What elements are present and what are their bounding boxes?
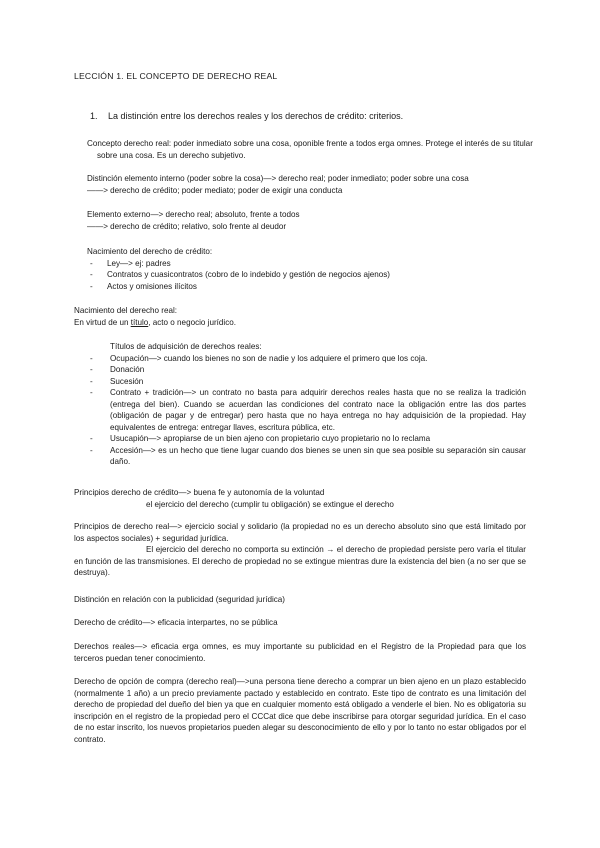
credito-eficacia: Derecho de crédito—> eficacia interpartes, no se pública	[74, 618, 278, 627]
principios-credito-line-1: Principios derecho de crédito—> buena fe y autonomía de la voluntad	[74, 488, 325, 497]
list-item: - Ocupación—> cuando los bienes no son de nadie y los adquiere el primero que los coja.	[74, 353, 526, 365]
section-number: 1.	[90, 111, 98, 121]
section-heading	[90, 111, 542, 123]
concepto-paragraph: Concepto derecho real: poder inmediato sobre una cosa, oponible frente a todos erga omnes. Protege el interés de su titular sobre una cosa. Es un derecho subjetivo.	[87, 139, 533, 160]
titulo-underlined: título	[130, 317, 149, 327]
text-segment: , acto o negocio jurídico.	[148, 317, 237, 327]
principios-real-para-2: El ejercicio del derecho no comporta su extinción → el derecho de propiedad persiste pero varía el titular en función de las transmisiones. El derecho de propiedad no se extingue mientras dure la existencia del bien (a no ser que se destruya).	[74, 545, 526, 577]
list-item: - Accesión—> es un hecho que tiene lugar cuando dos bienes se unen sin que sea posible su separación sin causar daño.	[74, 445, 526, 468]
distincion-publicidad: Distinción en relación con la publicidad (seguridad jurídica)	[74, 595, 286, 604]
nacimiento-real-heading: Nacimiento del derecho real:	[74, 306, 178, 315]
list-item: - Actos y omisiones ilícitos	[87, 281, 526, 293]
elemento-externo-line-1: Elemento externo—> derecho real; absoluto, frente a todos	[87, 210, 300, 219]
text-segment: En virtud de un	[74, 317, 131, 327]
titulos-list	[74, 353, 526, 468]
list-item: - Usucapión—> apropiarse de un bien ajeno con propietario cuyo propietario no lo reclama	[74, 433, 526, 445]
opcion-compra-paragraph: Derecho de opción de compra (derecho real)—>una persona tiene derecho a comprar un bien ajeno en un plazo establecido (normalmente 1 año) a un precio previamente pactado y establecido en contrato. Este tipo de contrato es una limitación del derecho de propiedad del dueño del bien ya que en cualquier momento está obligado a venderle el bien. No es obligatoria su inscripción en el registro de la propiedad pero el CCCat dice que debe inscribirse para otorgar seguridad jurídica. En el caso de no estar inscrito, los nuevos propietarios pueden alegar su desconocimiento de ello y por lo tanto no estar obligados por el contrato.	[74, 677, 526, 744]
principios-real-block	[74, 521, 526, 579]
list-item: - Ley—> ej: padres	[87, 258, 526, 270]
principios-real-para-1: Principios de derecho real—> ejercicio social y solidario (la propiedad no es un derecho absoluto sino que está limitado por los aspectos sociales) + seguridad jurídica.	[74, 522, 526, 543]
principios-credito-line-2: el ejercicio del derecho (cumplir tu obligación) se extingue el derecho	[146, 499, 394, 509]
list-item: - Sucesión	[74, 376, 526, 388]
elemento-externo-block	[87, 209, 526, 232]
elemento-interno-block	[87, 173, 526, 196]
nacimiento-real-block	[74, 305, 526, 328]
elemento-externo-line-2: ——> derecho de crédito; relativo, solo frente al deudor	[87, 221, 287, 231]
elemento-interno-line-1: Distinción elemento interno (poder sobre la cosa)—> derecho real; poder inmediato; poder sobre una cosa	[87, 174, 469, 183]
list-item: - Donación	[74, 364, 526, 376]
section-title: La distinción entre los derechos reales y los derechos de crédito: criterios.	[108, 111, 404, 121]
reales-eficacia: Derechos reales—> eficacia erga omnes, es muy importante su publicidad en el Registro de la Propiedad para que los terceros puedan tener conocimiento.	[74, 642, 526, 663]
titulos-heading: Títulos de adquisición de derechos reales:	[110, 342, 262, 351]
nacimiento-credito-heading: Nacimiento del derecho de crédito:	[87, 247, 213, 256]
nacimiento-real-text	[74, 317, 526, 329]
lesson-title: LECCIÓN 1. EL CONCEPTO DE DERECHO REAL	[74, 71, 278, 81]
principios-credito-block	[74, 487, 526, 510]
titulos-block	[74, 341, 526, 468]
nacimiento-credito-block	[87, 246, 526, 292]
elemento-interno-line-2: ——> derecho de crédito; poder mediato; poder de exigir una conducta	[87, 185, 343, 195]
nacimiento-credito-list	[87, 258, 526, 293]
list-item: - Contrato + tradición—> un contrato no basta para adquirir derechos reales hasta que no se realiza la tradición (entrega del bien). Cuando se acuerdan las condiciones del contrato nace la obligación entre las dos partes (obligación de pagar y de entregar) pero hasta que no haya entrega no hay adquisición de la propiedad. Hay equivalentes de entrega: entregar llaves, escritura pública, etc.	[74, 387, 526, 433]
list-item: - Contratos y cuasicontratos (cobro de lo indebido y gestión de negocios ajenos)	[87, 269, 526, 281]
